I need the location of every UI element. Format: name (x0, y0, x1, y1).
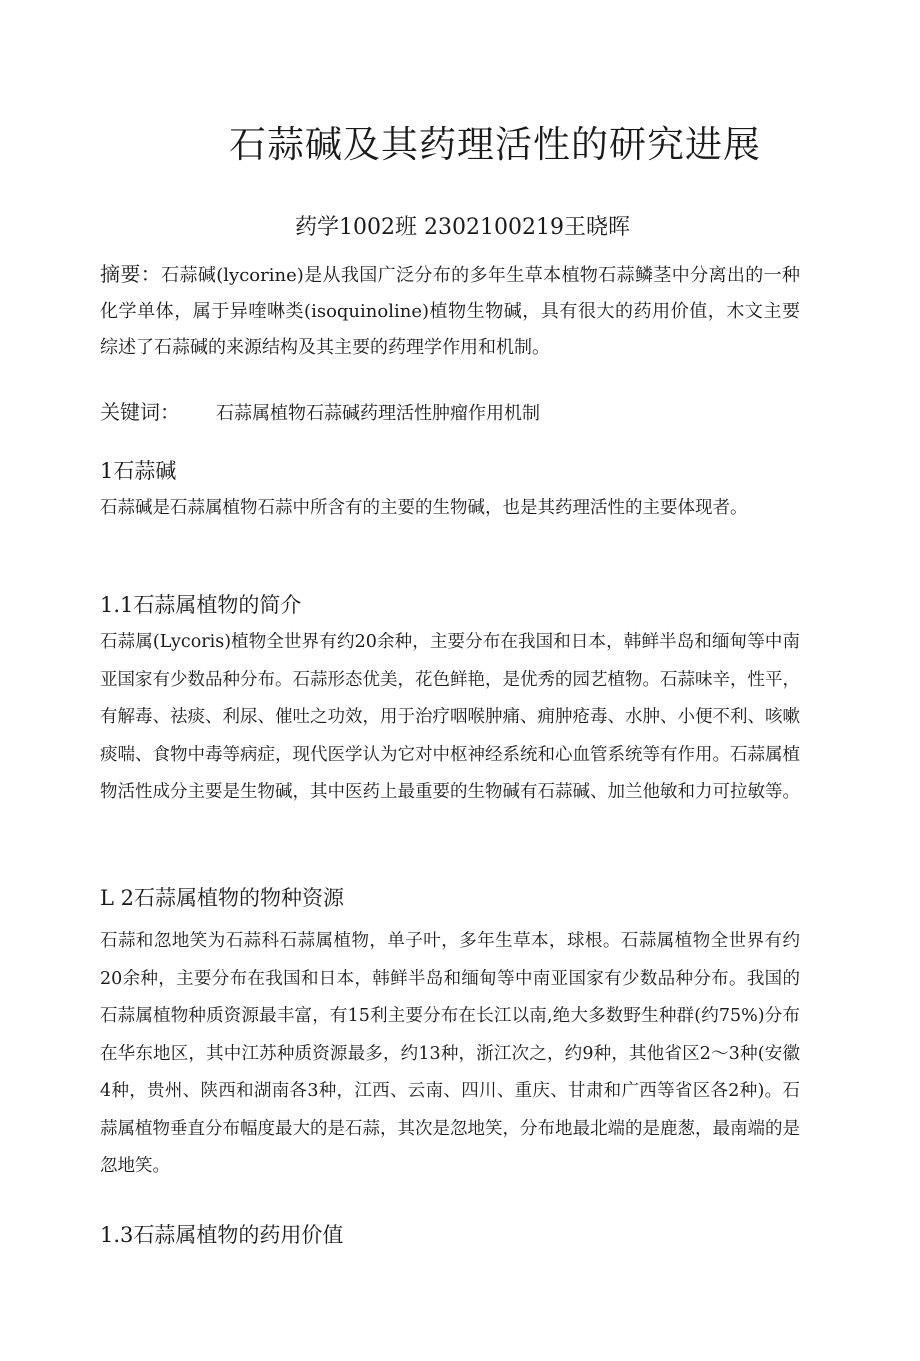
abstract-label: 摘要： (100, 262, 162, 286)
keywords-label: 关键词： (100, 400, 180, 424)
abstract-text: 石蒜碱(lycorine)是从我国广泛分布的多年生草本植物石蒜鳞茎中分离出的一种化学单体，属于异喹啉类(isoquinoline)植物生物碱，具有很大的药用价值，木文主要综述了石蒜碱的来源结构及其主要的药理学作用和机制。 (100, 265, 800, 358)
section-heading: 1.1石蒜属植物的简介 (100, 593, 302, 617)
paper-title: 石蒜碱及其药理活性的研究进展 (229, 123, 761, 166)
section-paragraph: 石蒜和忽地笑为石蒜科石蒜属植物，单子叶，多年生草本，球根。石蒜属植物全世界有约20余种，主要分布在我国和日本，韩鲜半岛和缅甸等中南亚国家有少数品种分布。我国的石蒜属植物种质资源最丰富，有15利主要分布在长江以南,绝大多数野生种群(约75%)分布在华东地区，其中江苏种质资源最多，约13种，浙江次之，约9种，其他省区2〜3种(安徽4种，贵州、陕西和湖南各3种，江西、云南、四川、重庆、甘肃和广西等省区各2种)。石蒜属植物垂直分布幅度最大的是石蒜，其次是忽地笑，分布地最北端的是鹿葱，最南端的是忽地笑。 (100, 931, 800, 1176)
keywords-text: 石蒜属植物石蒜碱药理活性肿瘤作用机制 (216, 403, 540, 424)
section-heading: L 2石蒜属植物的物种资源 (100, 886, 344, 910)
keywords (100, 394, 800, 432)
section-heading: 1.3石蒜属植物的药用价值 (100, 1223, 344, 1247)
author-line: 药学1002班 2302100219王晓晖 (295, 215, 630, 240)
section-heading: 1石蒜碱 (100, 459, 177, 483)
abstract (100, 256, 800, 366)
section-paragraph: 石蒜碱是石蒜属植物石蒜中所含有的主要的生物碱，也是其药理活性的主要体现者。 (100, 498, 748, 518)
section-paragraph: 石蒜属(Lycoris)植物全世界有约20余种，主要分布在我国和日本，韩鲜半岛和缅甸等中南亚国家有少数品种分布。石蒜形态优美，花色鲜艳，是优秀的园艺植物。石蒜味辛，性平，有解毒、祛痰、利尿、催吐之功效，用于治疗咽喉肿痛、痈肿疮毒、水肿、小便不利、咳嗽痰喘、食物中毒等病症，现代医学认为它对中枢神经系统和心血管系统等有作用。石蒜属植物活性成分主要是生物碱，其中医药上最重要的生物碱有石蒜碱、加兰他敏和力可拉敏等。 (100, 632, 800, 802)
